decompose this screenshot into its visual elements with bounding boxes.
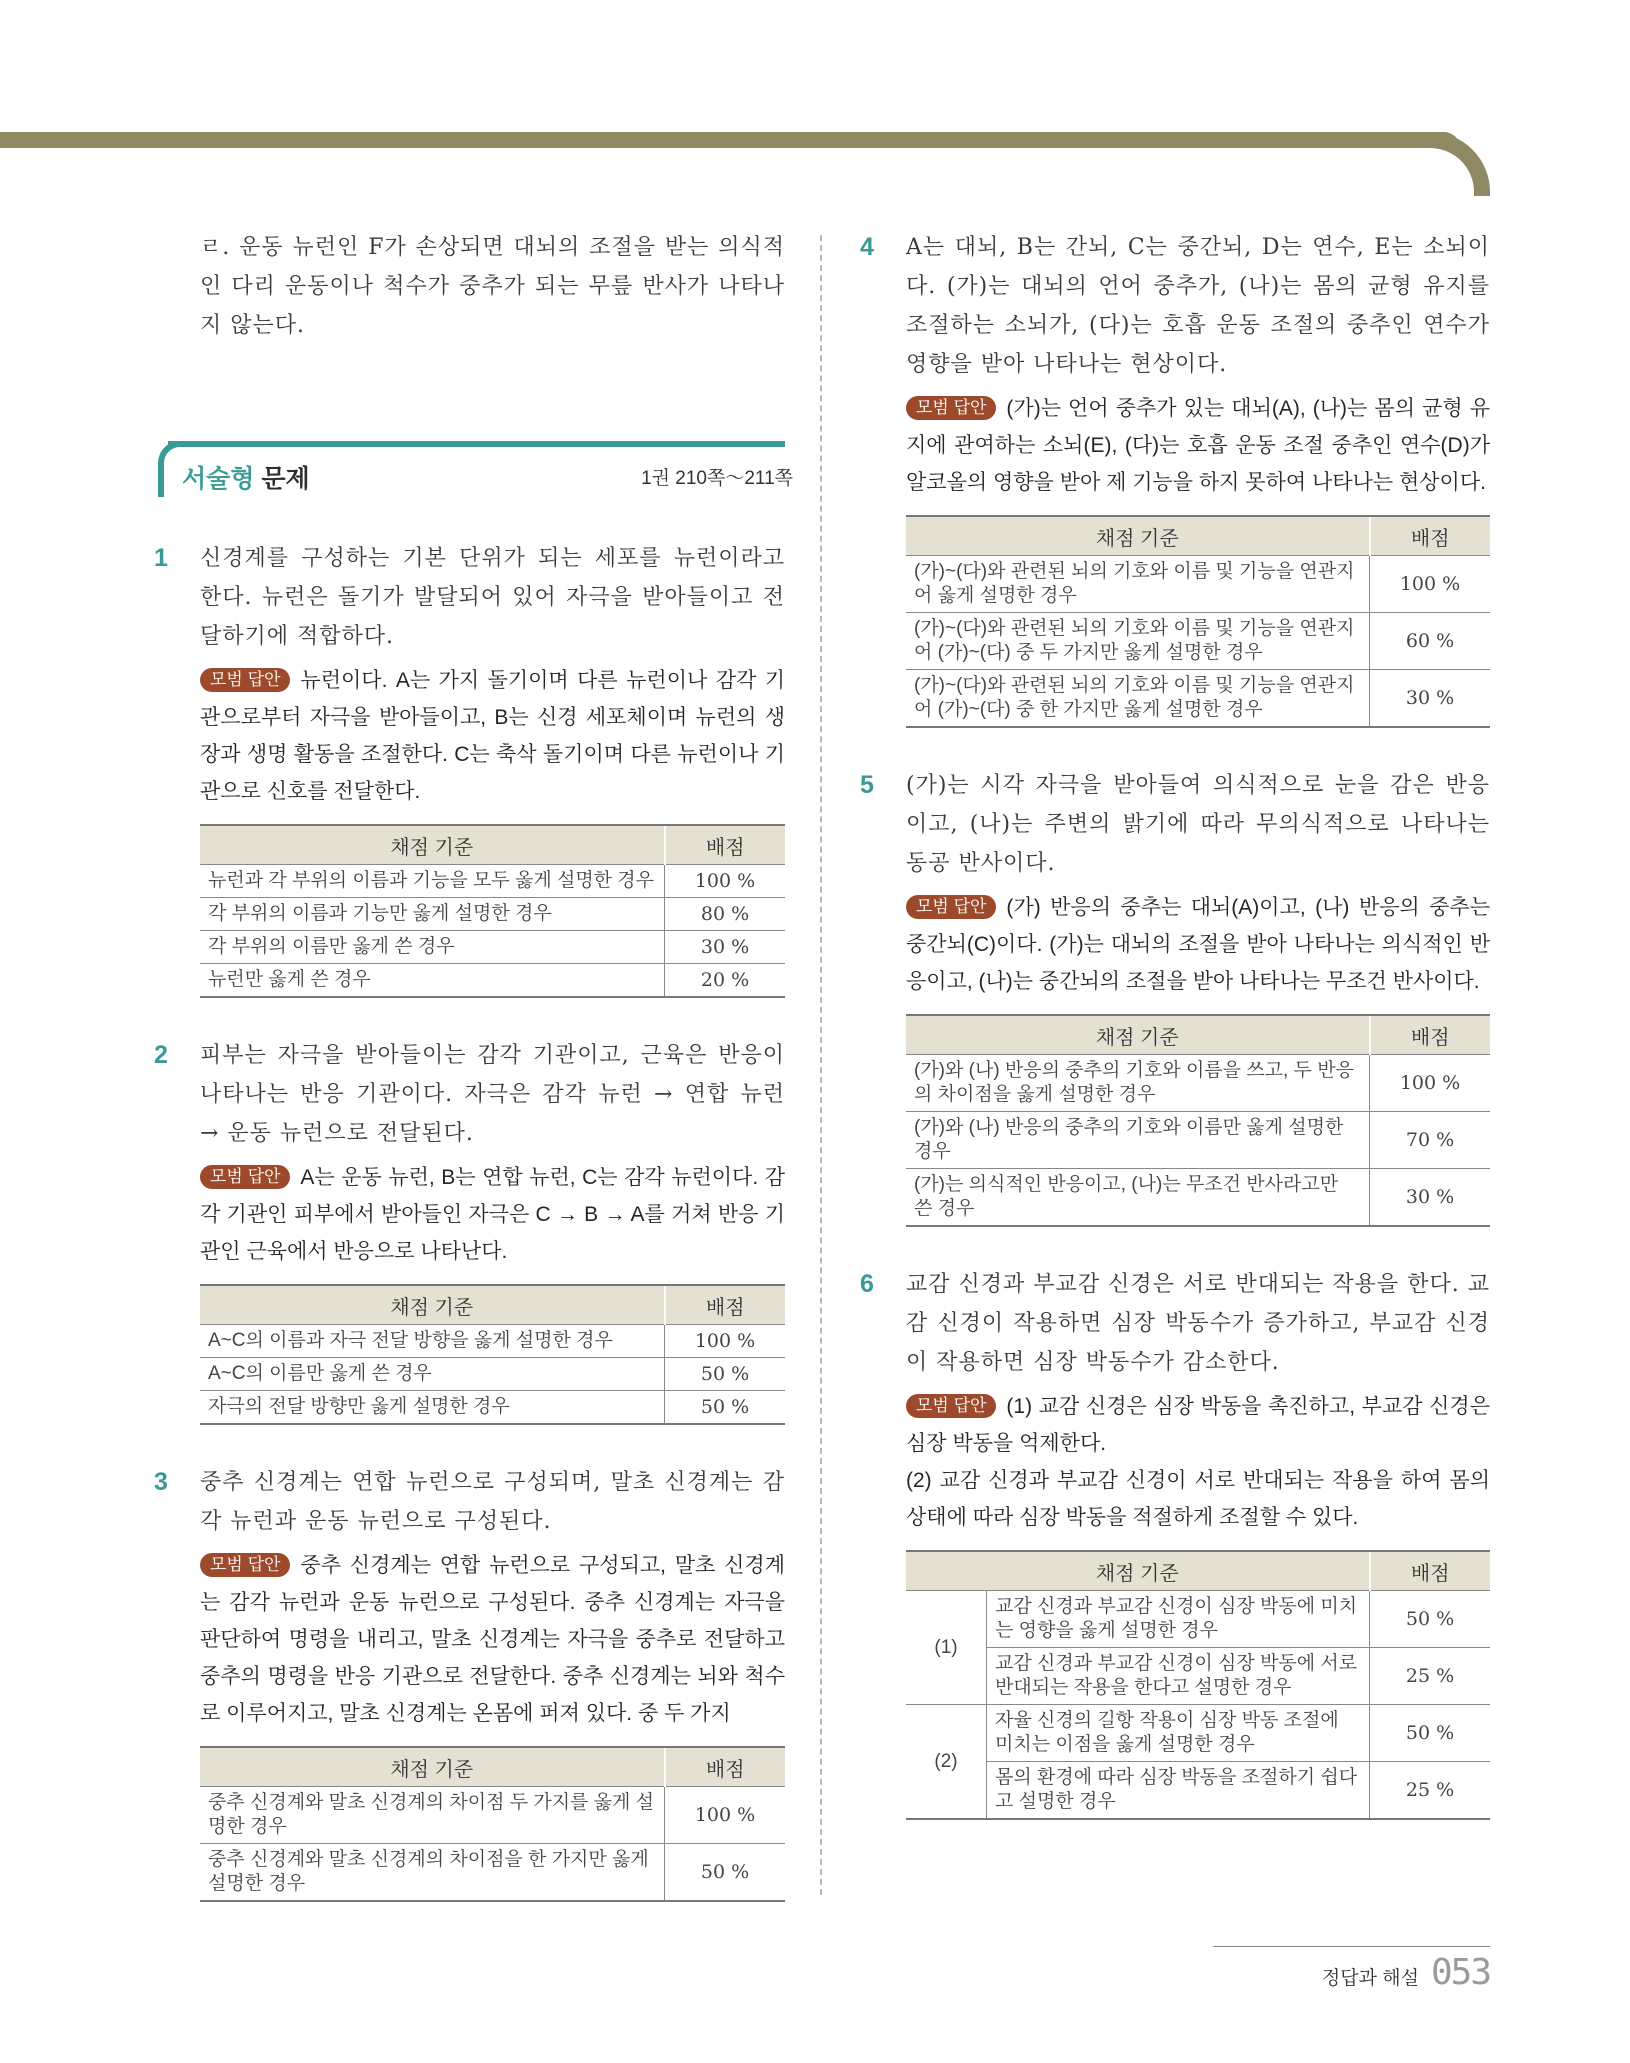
criteria-cell: 뉴런만 옳게 쓴 경우 xyxy=(200,964,665,998)
question-text: 피부는 자극을 받아들이는 감각 기관이고, 근육은 반응이 나타나는 반응 기관이다. 자극은 감각 뉴런 → 연합 뉴런 → 운동 뉴런으로 전달된다. xyxy=(200,1043,785,1146)
scoring-header-points: 배점 xyxy=(1370,516,1491,556)
table-row xyxy=(200,865,785,898)
scoring-header-points: 배점 xyxy=(665,1747,786,1787)
scoring-header-criteria: 채점 기준 xyxy=(200,825,665,865)
points-cell: 100 % xyxy=(665,1787,786,1844)
criteria-cell: 교감 신경과 부교감 신경이 심장 박동에 서로 반대되는 작용을 한다고 설명한 경우 xyxy=(987,1648,1370,1705)
points-cell: 30 % xyxy=(1370,670,1491,728)
scoring-table xyxy=(906,1014,1490,1227)
points-cell: 20 % xyxy=(665,964,786,998)
question-4 xyxy=(860,228,1490,728)
criteria-cell: (가)~(다)와 관련된 뇌의 기호와 이름 및 기능을 연관지어 (가)~(다) 중 두 가지만 옳게 설명한 경우 xyxy=(906,613,1370,670)
points-cell: 50 % xyxy=(1370,1591,1491,1648)
question-3 xyxy=(154,1463,785,1902)
table-row xyxy=(200,1787,785,1844)
question-number: 5 xyxy=(860,771,874,799)
points-cell: 30 % xyxy=(1370,1169,1491,1227)
table-row xyxy=(906,1648,1490,1705)
scoring-header-criteria: 채점 기준 xyxy=(906,1015,1370,1055)
question-text: 중추 신경계는 연합 뉴런으로 구성되며, 말초 신경계는 감각 뉴런과 운동 뉴런으로 구성된다. xyxy=(200,1470,785,1534)
section-title-accent: 서술형 xyxy=(182,465,255,493)
table-row xyxy=(906,1762,1490,1820)
table-row xyxy=(906,670,1490,728)
scoring-table xyxy=(906,515,1490,728)
question-text: (가)는 시각 자극을 받아들여 의식적으로 눈을 감은 반응이고, (나)는 주변의 밝기에 따라 무의식적으로 나타나는 동공 반사이다. xyxy=(906,773,1490,876)
criteria-cell: (가)와 (나) 반응의 중추의 기호와 이름을 쓰고, 두 반응의 차이점을 옳게 설명한 경우 xyxy=(906,1055,1370,1112)
model-answer xyxy=(906,390,1490,501)
question-number: 6 xyxy=(860,1270,874,1298)
points-cell: 50 % xyxy=(665,1844,786,1902)
footer-label: 정답과 해설 xyxy=(1321,1968,1419,1989)
sub-question-label: (2) xyxy=(906,1705,987,1820)
points-cell: 25 % xyxy=(1370,1648,1491,1705)
points-cell: 50 % xyxy=(665,1358,786,1391)
points-cell: 100 % xyxy=(665,1325,786,1358)
table-row xyxy=(906,1169,1490,1227)
points-cell: 60 % xyxy=(1370,613,1491,670)
section-page-reference: 1권 210쪽～211쪽 xyxy=(641,468,793,489)
criteria-cell: (가)와 (나) 반응의 중추의 기호와 이름만 옳게 설명한 경우 xyxy=(906,1112,1370,1169)
table-row xyxy=(200,898,785,931)
footer-rule xyxy=(1213,1946,1490,1947)
points-cell: 50 % xyxy=(1370,1705,1491,1762)
model-answer-text: A는 운동 뉴런, B는 연합 뉴런, C는 감각 뉴런이다. 감각 기관인 피부에서 받아들인 자극은 C → B → A를 거쳐 반응 기관인 근육에서 반응으로 나타난다. xyxy=(200,1166,785,1263)
section-header-hook xyxy=(158,441,184,497)
question-number: 2 xyxy=(154,1041,168,1069)
criteria-cell: 교감 신경과 부교감 신경이 심장 박동에 미치는 영향을 옳게 설명한 경우 xyxy=(987,1591,1370,1648)
column-divider xyxy=(820,235,822,1895)
points-cell: 70 % xyxy=(1370,1112,1491,1169)
scoring-header-criteria: 채점 기준 xyxy=(906,516,1370,556)
points-cell: 100 % xyxy=(1370,556,1491,613)
model-answer-part-2: (2) 교감 신경과 부교감 신경이 서로 반대되는 작용을 하여 몸의 상태에 따라 심장 박동을 적절하게 조절할 수 있다. xyxy=(906,1469,1490,1529)
points-cell: 50 % xyxy=(665,1391,786,1425)
model-answer-badge: 모범 답안 xyxy=(906,1394,996,1418)
top-decorative-bar xyxy=(0,132,1460,148)
page-footer xyxy=(1322,1952,1490,2002)
sub-question-label: (1) xyxy=(906,1591,987,1705)
criteria-cell: 자극의 전달 방향만 옳게 설명한 경우 xyxy=(200,1391,665,1425)
model-answer-badge: 모범 답안 xyxy=(906,396,996,420)
scoring-table xyxy=(200,1746,785,1902)
table-row xyxy=(200,964,785,998)
question-5 xyxy=(860,766,1490,1227)
table-row xyxy=(906,1055,1490,1112)
model-answer xyxy=(200,1547,785,1732)
table-row xyxy=(906,1591,1490,1648)
scoring-header-criteria: 채점 기준 xyxy=(200,1285,665,1325)
left-column xyxy=(154,228,793,1940)
scoring-table xyxy=(200,824,785,998)
scoring-header-criteria: 채점 기준 xyxy=(906,1551,1370,1591)
model-answer-text: (1) 교감 신경은 심장 박동을 촉진하고, 부교감 신경은 심장 박동을 억제한다. xyxy=(906,1395,1490,1455)
criteria-cell: 몸의 환경에 따라 심장 박동을 조절하기 쉽다고 설명한 경우 xyxy=(987,1762,1370,1820)
criteria-cell: 각 부위의 이름과 기능만 옳게 설명한 경우 xyxy=(200,898,665,931)
points-cell: 30 % xyxy=(665,931,786,964)
criteria-cell: 자율 신경의 길항 작용이 심장 박동 조절에 미치는 이점을 옳게 설명한 경우 xyxy=(987,1705,1370,1762)
question-1 xyxy=(154,539,785,998)
criteria-cell: A~C의 이름과 자극 전달 방향을 옳게 설명한 경우 xyxy=(200,1325,665,1358)
section-header-bar xyxy=(168,441,785,447)
criteria-cell: A~C의 이름만 옳게 쓴 경우 xyxy=(200,1358,665,1391)
question-text: A는 대뇌, B는 간뇌, C는 중간뇌, D는 연수, E는 소뇌이다. (가)는 대뇌의 언어 중추가, (나)는 몸의 균형 유지를 조절하는 소뇌가, (다)는 호흡 운동 조절의 중추인 연수가 영향을 받아 나타나는 현상이다. xyxy=(906,235,1490,377)
criteria-cell: (가)~(다)와 관련된 뇌의 기호와 이름 및 기능을 연관지어 옳게 설명한 경우 xyxy=(906,556,1370,613)
criteria-cell: (가)~(다)와 관련된 뇌의 기호와 이름 및 기능을 연관지어 (가)~(다) 중 한 가지만 옳게 설명한 경우 xyxy=(906,670,1370,728)
question-number: 1 xyxy=(154,544,168,572)
criteria-cell: 중추 신경계와 말초 신경계의 차이점을 한 가지만 옳게 설명한 경우 xyxy=(200,1844,665,1902)
model-answer xyxy=(906,889,1490,1000)
model-answer-text: (가)는 언어 중추가 있는 대뇌(A), (나)는 몸의 균형 유지에 관여하는 소뇌(E), (다)는 호흡 운동 조절 중추인 연수(D)가 알코올의 영향을 받아 제 기능을 하지 못하여 나타나는 현상이다. xyxy=(906,397,1490,494)
table-row xyxy=(200,1358,785,1391)
section-header xyxy=(158,441,793,511)
model-answer-text: 뉴런이다. A는 가지 돌기이며 다른 뉴런이나 감각 기관으로부터 자극을 받아들이고, B는 신경 세포체이며 뉴런의 생장과 생명 활동을 조절한다. C는 축삭 돌기이며 다른 뉴런이나 기관으로 신호를 전달한다. xyxy=(200,669,785,803)
model-answer-part-1 xyxy=(906,1388,1490,1462)
table-row xyxy=(906,613,1490,670)
model-answer-text: (가) 반응의 중추는 대뇌(A)이고, (나) 반응의 중추는 중간뇌(C)이다. (가)는 대뇌의 조절을 받아 나타나는 의식적인 반응이고, (나)는 중간뇌의 조절을 받아 나타나는 무조건 반사이다. xyxy=(906,896,1490,993)
points-cell: 80 % xyxy=(665,898,786,931)
question-number: 4 xyxy=(860,233,874,261)
scoring-header-points: 배점 xyxy=(665,1285,786,1325)
model-answer xyxy=(200,1159,785,1270)
section-title-rest: 문제 xyxy=(254,465,310,493)
table-row xyxy=(906,1705,1490,1762)
model-answer-badge: 모범 답안 xyxy=(906,895,996,919)
model-answer-badge: 모범 답안 xyxy=(200,1165,290,1189)
model-answer-badge: 모범 답안 xyxy=(200,1553,290,1577)
criteria-cell: 뉴런과 각 부위의 이름과 기능을 모두 옳게 설명한 경우 xyxy=(200,865,665,898)
question-2 xyxy=(154,1036,785,1425)
scoring-header-points: 배점 xyxy=(1370,1551,1491,1591)
scoring-table xyxy=(906,1550,1490,1820)
scoring-header-points: 배점 xyxy=(665,825,786,865)
top-bar-curve xyxy=(1420,132,1490,196)
table-row xyxy=(200,1844,785,1902)
points-cell: 100 % xyxy=(665,865,786,898)
table-row xyxy=(200,1391,785,1425)
points-cell: 100 % xyxy=(1370,1055,1491,1112)
question-text: 신경계를 구성하는 기본 단위가 되는 세포를 뉴런이라고 한다. 뉴런은 돌기가 발달되어 있어 자극을 받아들이고 전달하기에 적합하다. xyxy=(200,546,785,649)
model-answer-text: 중추 신경계는 연합 뉴런으로 구성되고, 말초 신경계는 감각 뉴런과 운동 뉴런으로 구성된다. 중추 신경계는 자극을 판단하여 명령을 내리고, 말초 신경계는 자극을 중추로 전달하고 중추의 명령을 반응 기관으로 전달한다. 중추 신경계는 뇌와 척수로 이루어지고, 말초 신경계는 온몸에 퍼져 있다. 중 두 가지 xyxy=(200,1554,785,1725)
scoring-table xyxy=(200,1284,785,1425)
scoring-header-points: 배점 xyxy=(1370,1015,1491,1055)
section-title xyxy=(182,459,310,495)
question-number: 3 xyxy=(154,1468,168,1496)
right-column xyxy=(860,228,1490,1858)
table-row xyxy=(906,1112,1490,1169)
table-row xyxy=(200,1325,785,1358)
points-cell: 25 % xyxy=(1370,1762,1491,1820)
scoring-header-criteria: 채점 기준 xyxy=(200,1747,665,1787)
continued-text: ㄹ. 운동 뉴런인 F가 손상되면 대뇌의 조절을 받는 의식적인 다리 운동이나 척수가 중추가 되는 무릎 반사가 나타나지 않는다. xyxy=(200,235,785,338)
table-row xyxy=(906,556,1490,613)
criteria-cell: 각 부위의 이름만 옳게 쓴 경우 xyxy=(200,931,665,964)
criteria-cell: (가)는 의식적인 반응이고, (나)는 무조건 반사라고만 쓴 경우 xyxy=(906,1169,1370,1227)
question-text: 교감 신경과 부교감 신경은 서로 반대되는 작용을 한다. 교감 신경이 작용하면 심장 박동수가 증가하고, 부교감 신경이 작용하면 심장 박동수가 감소한다. xyxy=(906,1272,1490,1375)
table-row xyxy=(200,931,785,964)
page-number: 053 xyxy=(1430,1952,1490,1993)
criteria-cell: 중추 신경계와 말초 신경계의 차이점 두 가지를 옳게 설명한 경우 xyxy=(200,1787,665,1844)
model-answer xyxy=(906,1388,1490,1536)
model-answer-badge: 모범 답안 xyxy=(200,668,290,692)
question-6 xyxy=(860,1265,1490,1820)
model-answer xyxy=(200,662,785,810)
